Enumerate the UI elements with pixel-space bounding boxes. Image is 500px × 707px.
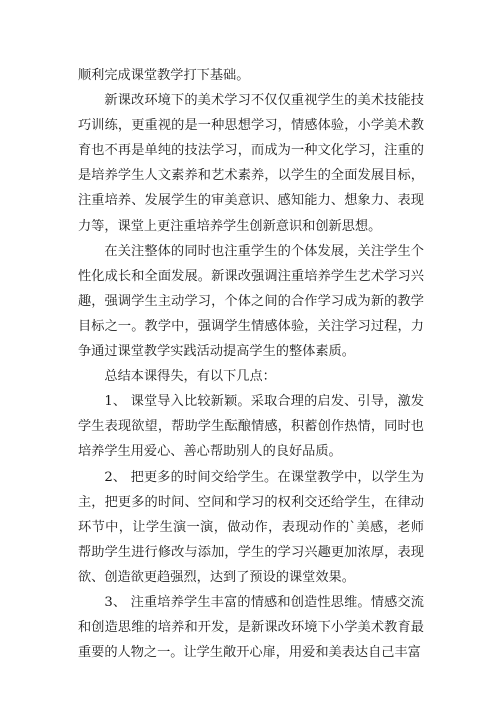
list-item-3: 3、 注重培养学生丰富的情感和创造性思维。情感交流和创造思维的培养和开发，是新课改环境下小学美术教育最重要的人物之一。让学生敞开心扉，用爱和美表达自己丰富 (78, 594, 424, 661)
paragraph-continuation: 顺利完成课堂教学打下基础。 (78, 68, 250, 83)
list-item-1: 1、 课堂导入比较新颖。采取合理的启发、引导，激发学生表现欲望，帮助学生酝酿情感，积蓄创作热情，同时也培养学生用爱心、善心帮助别人的良好品质。 (78, 394, 424, 460)
list-item-2: 2、 把更多的时间交给学生。在课堂教学中，以学生为主，把更多的时间、空间和学习的权利交还给学生，在律动环节中，让学生演一演，做动作，表现动作的`美感，老师帮助学生进行修改与添加，学生的学习兴趣更加浓厚，表现欲、创造欲更趋强烈，达到了预设的课堂效果。 (78, 469, 424, 585)
document-body (78, 63, 424, 665)
paragraph-summary-intro: 总结本课得失，有以下几点： (104, 369, 276, 385)
paragraph-new-curriculum: 新课改环境下的美术学习不仅仅重视学生的美术技能技巧训练，更重视的是一种思想学习，情感体验，小学美术教育也不再是单纯的技法学习，而成为一种文化学习，注重的是培养学生人文素养和艺术素养，以学生的全面发展目标，注重培养、发展学生的审美意识、感知能力、想象力、表现力等，课堂上更注重培养学生创新意识和创新思想。 (78, 93, 424, 234)
paragraph-individual-development: 在关注整体的同时也注重学生的个体发展，关注学生个性化成长和全面发展。新课改强调注重培养学生艺术学习兴趣，强调学生主动学习，个体之间的合作学习成为新的教学目标之一。教学中，强调学生情感体验，关注学习过程，力争通过课堂教学实践活动提高学生的整体素质。 (78, 243, 424, 360)
